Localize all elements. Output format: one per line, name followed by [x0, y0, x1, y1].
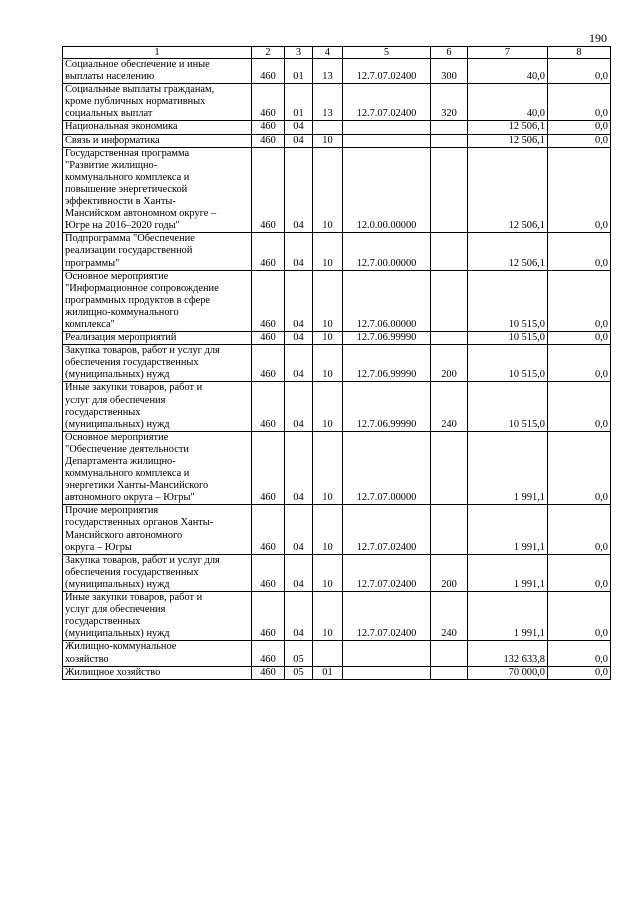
cell-section: 01 [285, 59, 313, 84]
cell-target-article: 12.7.07.02400 [343, 505, 431, 554]
cell-subsection: 10 [313, 382, 343, 431]
cell-expense-type [431, 233, 468, 270]
cell-target-article [343, 121, 431, 134]
cell-amount: 70 000,0 [468, 666, 548, 679]
cell-amount-2: 0,0 [548, 147, 611, 233]
cell-amount: 1 991,1 [468, 554, 548, 591]
cell-amount: 40,0 [468, 59, 548, 84]
cell-amount: 12 506,1 [468, 147, 548, 233]
cell-code: 460 [252, 431, 285, 505]
table-row [63, 332, 611, 345]
cell-section: 04 [285, 382, 313, 431]
cell-section: 04 [285, 147, 313, 233]
cell-expense-type [431, 431, 468, 505]
cell-target-article: 12.7.06.00000 [343, 270, 431, 331]
table-body [63, 47, 611, 680]
cell-target-article [343, 641, 431, 666]
cell-name: Закупка товаров, работ и услуг для обеспечения государственных (муниципальных) нужд [63, 554, 252, 591]
cell-code: 460 [252, 505, 285, 554]
cell-target-article: 12.7.00.00000 [343, 233, 431, 270]
cell-name: Иные закупки товаров, работ и услуг для обеспечения государственных (муниципальных) нужд [63, 382, 252, 431]
cell-code: 460 [252, 134, 285, 147]
cell-expense-type: 200 [431, 554, 468, 591]
cell-subsection: 10 [313, 147, 343, 233]
cell-subsection: 10 [313, 431, 343, 505]
table-row [63, 592, 611, 641]
cell-target-article: 12.0.00.00000 [343, 147, 431, 233]
cell-subsection [313, 121, 343, 134]
cell-amount-2: 0,0 [548, 84, 611, 121]
cell-amount-2: 0,0 [548, 431, 611, 505]
cell-code: 460 [252, 332, 285, 345]
cell-name: Связь и информатика [63, 134, 252, 147]
cell-amount: 10 515,0 [468, 345, 548, 382]
cell-amount-2: 0,0 [548, 382, 611, 431]
cell-section: 05 [285, 666, 313, 679]
cell-code: 460 [252, 233, 285, 270]
cell-expense-type [431, 666, 468, 679]
cell-amount-2: 0,0 [548, 641, 611, 666]
cell-target-article: 12.7.06.99990 [343, 382, 431, 431]
header-col-8: 8 [548, 47, 611, 59]
cell-name: Социальное обеспечение и иные выплаты населению [63, 59, 252, 84]
cell-expense-type: 320 [431, 84, 468, 121]
cell-section: 04 [285, 592, 313, 641]
cell-amount-2: 0,0 [548, 270, 611, 331]
cell-subsection: 10 [313, 332, 343, 345]
cell-expense-type [431, 270, 468, 331]
cell-name: Государственная программа "Развитие жилищно- коммунального комплекса и повышение энергетической эффективности в Ханты- Мансийском автономном округе – Югре на 2016–2020 годы" [63, 147, 252, 233]
cell-expense-type [431, 134, 468, 147]
cell-subsection: 10 [313, 270, 343, 331]
cell-amount: 1 991,1 [468, 431, 548, 505]
table-row [63, 382, 611, 431]
table-row [63, 505, 611, 554]
cell-code: 460 [252, 147, 285, 233]
cell-subsection: 01 [313, 666, 343, 679]
cell-section: 04 [285, 233, 313, 270]
table-row [63, 431, 611, 505]
cell-name: Реализация мероприятий [63, 332, 252, 345]
header-col-5: 5 [343, 47, 431, 59]
cell-subsection: 10 [313, 505, 343, 554]
table-row [63, 554, 611, 591]
cell-amount-2: 0,0 [548, 592, 611, 641]
cell-code: 460 [252, 382, 285, 431]
cell-amount: 10 515,0 [468, 382, 548, 431]
cell-section: 04 [285, 345, 313, 382]
cell-name: Основное мероприятие "Обеспечение деятельности Департамента жилищно- коммунального комплекса и энергетики Ханты-Мансийского автономного округа – Югры" [63, 431, 252, 505]
cell-expense-type: 300 [431, 59, 468, 84]
cell-subsection: 10 [313, 345, 343, 382]
cell-expense-type [431, 332, 468, 345]
cell-code: 460 [252, 59, 285, 84]
cell-amount-2: 0,0 [548, 59, 611, 84]
header-col-1: 1 [63, 47, 252, 59]
cell-section: 04 [285, 121, 313, 134]
cell-target-article: 12.7.07.02400 [343, 592, 431, 641]
cell-amount: 10 515,0 [468, 270, 548, 331]
cell-amount: 132 633,8 [468, 641, 548, 666]
cell-code: 460 [252, 345, 285, 382]
cell-name: Закупка товаров, работ и услуг для обеспечения государственных (муниципальных) нужд [63, 345, 252, 382]
cell-target-article: 12.7.07.02400 [343, 59, 431, 84]
header-col-2: 2 [252, 47, 285, 59]
cell-section: 04 [285, 505, 313, 554]
cell-expense-type [431, 641, 468, 666]
cell-subsection: 10 [313, 592, 343, 641]
cell-expense-type: 240 [431, 592, 468, 641]
table-row [63, 345, 611, 382]
cell-expense-type [431, 121, 468, 134]
cell-name: Основное мероприятие "Информационное сопровождение программных продуктов в сфере жилищно-коммунального комплекса" [63, 270, 252, 331]
cell-amount: 12 506,1 [468, 134, 548, 147]
cell-amount-2: 0,0 [548, 345, 611, 382]
cell-amount: 1 991,1 [468, 592, 548, 641]
cell-code: 460 [252, 84, 285, 121]
table-row [63, 134, 611, 147]
cell-code: 460 [252, 270, 285, 331]
cell-name: Социальные выплаты гражданам, кроме публичных нормативных социальных выплат [63, 84, 252, 121]
cell-target-article: 12.7.07.00000 [343, 431, 431, 505]
cell-target-article: 12.7.06.99990 [343, 345, 431, 382]
table-row [63, 666, 611, 679]
cell-code: 460 [252, 641, 285, 666]
cell-name: Иные закупки товаров, работ и услуг для обеспечения государственных (муниципальных) нужд [63, 592, 252, 641]
cell-expense-type [431, 147, 468, 233]
table-row [63, 641, 611, 666]
cell-code: 460 [252, 592, 285, 641]
cell-subsection [313, 641, 343, 666]
cell-subsection: 10 [313, 233, 343, 270]
table-row [63, 147, 611, 233]
cell-subsection: 10 [313, 134, 343, 147]
page-number: 190 [589, 31, 607, 45]
table-row [63, 121, 611, 134]
cell-name: Национальная экономика [63, 121, 252, 134]
cell-target-article: 12.7.06.99990 [343, 332, 431, 345]
cell-target-article [343, 666, 431, 679]
cell-amount: 1 991,1 [468, 505, 548, 554]
cell-code: 460 [252, 554, 285, 591]
cell-amount-2: 0,0 [548, 233, 611, 270]
cell-amount-2: 0,0 [548, 666, 611, 679]
cell-amount-2: 0,0 [548, 505, 611, 554]
cell-amount: 40,0 [468, 84, 548, 121]
cell-target-article: 12.7.07.02400 [343, 554, 431, 591]
cell-target-article: 12.7.07.02400 [343, 84, 431, 121]
cell-amount: 10 515,0 [468, 332, 548, 345]
cell-subsection: 10 [313, 554, 343, 591]
table-row [63, 233, 611, 270]
header-col-3: 3 [285, 47, 313, 59]
cell-subsection: 13 [313, 59, 343, 84]
cell-amount-2: 0,0 [548, 332, 611, 345]
table-header-row [63, 47, 611, 59]
table-row [63, 84, 611, 121]
cell-section: 04 [285, 270, 313, 331]
cell-section: 04 [285, 134, 313, 147]
cell-amount: 12 506,1 [468, 121, 548, 134]
cell-code: 460 [252, 121, 285, 134]
cell-name: Подпрограмма "Обеспечение реализации государственной программы" [63, 233, 252, 270]
header-col-4: 4 [313, 47, 343, 59]
cell-amount-2: 0,0 [548, 554, 611, 591]
cell-section: 04 [285, 332, 313, 345]
cell-section: 05 [285, 641, 313, 666]
cell-section: 04 [285, 431, 313, 505]
cell-name: Жилищное хозяйство [63, 666, 252, 679]
cell-expense-type: 240 [431, 382, 468, 431]
table-row [63, 59, 611, 84]
cell-expense-type: 200 [431, 345, 468, 382]
cell-expense-type [431, 505, 468, 554]
cell-target-article [343, 134, 431, 147]
cell-amount-2: 0,0 [548, 134, 611, 147]
table-row [63, 270, 611, 331]
cell-code: 460 [252, 666, 285, 679]
budget-table [62, 46, 611, 680]
cell-name: Жилищно-коммунальное хозяйство [63, 641, 252, 666]
header-col-6: 6 [431, 47, 468, 59]
cell-section: 01 [285, 84, 313, 121]
cell-amount: 12 506,1 [468, 233, 548, 270]
cell-subsection: 13 [313, 84, 343, 121]
cell-amount-2: 0,0 [548, 121, 611, 134]
cell-section: 04 [285, 554, 313, 591]
cell-name: Прочие мероприятия государственных органов Ханты- Мансийского автономного округа – Югры [63, 505, 252, 554]
header-col-7: 7 [468, 47, 548, 59]
